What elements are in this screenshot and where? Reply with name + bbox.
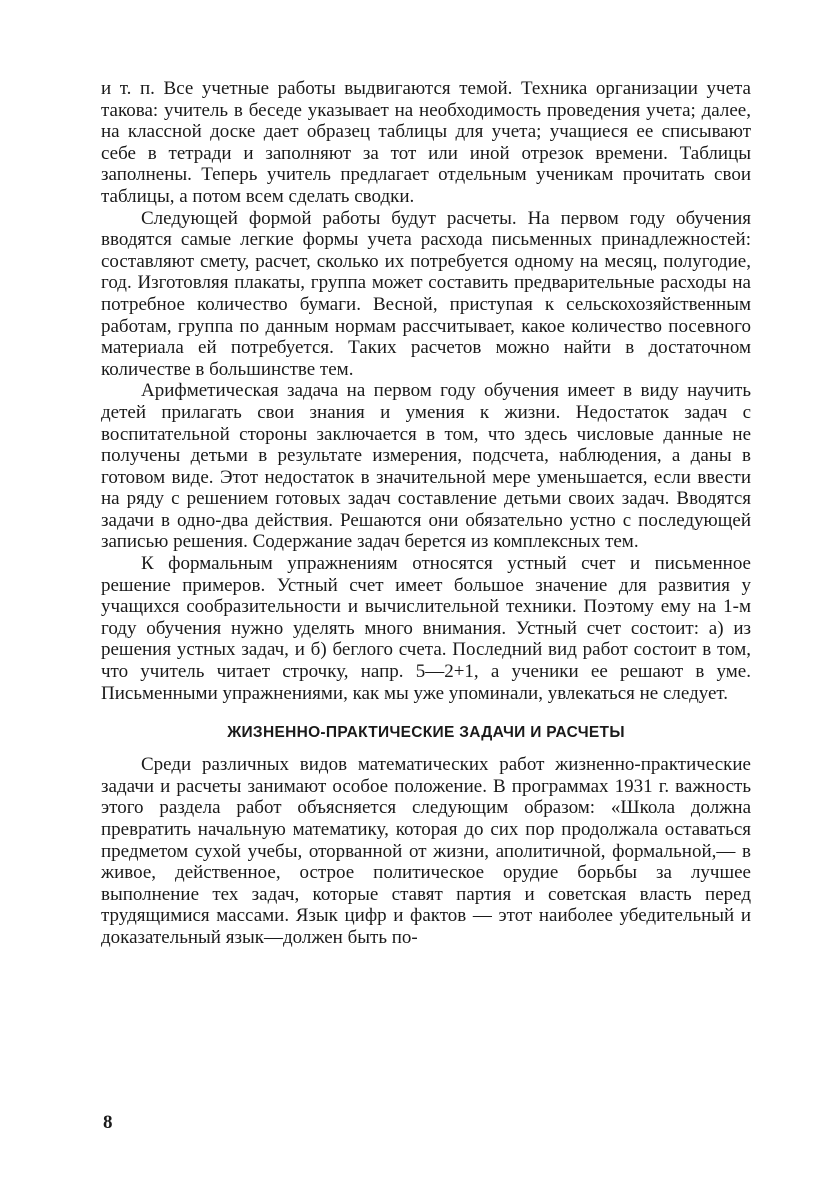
page-body: [101, 78, 751, 949]
section-heading: ЖИЗНЕННО-ПРАКТИЧЕСКИЕ ЗАДАЧИ И РАСЧЕТЫ: [227, 724, 625, 742]
section-paragraph: Среди различных видов математических работ жизненно-практические задачи и расчеты занимают особое положение. В программах 1931 г. важность этого раздела работ объясняется следующим образом: «Школа должна превратить начальную математику, которая до сих пор продолжала оставаться предметом сухой учебы, оторванной от жизни, аполитичной, формальной,— в живое, действенное, острое политическое орудие борьбы за лучшее выполнение тех задач, которые ставят партия и советская власть перед трудящимися массами. Язык цифр и фактов — этот наиболее убедительный и доказательный язык—должен быть по-: [101, 754, 751, 948]
paragraph-2: Следующей формой работы будут расчеты. На первом году обучения вводятся самые легкие формы учета расхода письменных принадлежностей: составляют смету, расчет, сколько их потребуется одному на месяц, полугодие, год. Изготовляя плакаты, группа может составить предварительные расходы на потребное количество бумаги. Весной, приступая к сельскохозяйственным работам, группа по данным нормам рассчитывает, какое количество посевного материала ей потребуется. Таких расчетов можно найти в достаточном количестве в большинстве тем.: [101, 207, 751, 380]
paragraph-4: К формальным упражнениям относятся устный счет и письменное решение примеров. Устный счет имеет большое значение для развития у учащихся сообразительности и вычислительной техники. Поэтому ему на 1-м году обучения нужно уделять много внимания. Устный счет состоит: а) из решения устных задач, и б) беглого счета. Последний вид работ состоит в том, что учитель читает строчку, напр. 5—2+1, а ученики ее решают в уме. Письменными упражнениями, как мы уже упоминали, увлекаться не следует.: [101, 553, 751, 704]
paragraph-3: Арифметическая задача на первом году обучения имеет в виду научить детей прилагать свои знания и умения к жизни. Недостаток задач с воспитательной стороны заключается в том, что здесь числовые данные не получены детьми в результате измерения, подсчета, наблюдения, а даны в готовом виде. Этот недостаток в значительной мере уменьшается, если ввести на ряду с решением готовых задач составление детьми своих задач. Вводятся задачи в одно-два действия. Решаются они обязательно устно с последующей записью решения. Содержание задач берется из комплексных тем.: [101, 380, 751, 553]
page-number: 8: [103, 1112, 113, 1133]
paragraph-1: и т. п. Все учетные работы выдвигаются темой. Техника организации учета такова: учитель в беседе указывает на необходимость проведения учета; далее, на классной доске дает образец таблицы для учета; учащиеся ее списывают себе в тетради и заполняют за тот или иной отрезок времени. Таблицы заполнены. Теперь учитель предлагает отдельным ученикам прочитать свои таблицы, а потом всем сделать сводки.: [101, 78, 751, 207]
